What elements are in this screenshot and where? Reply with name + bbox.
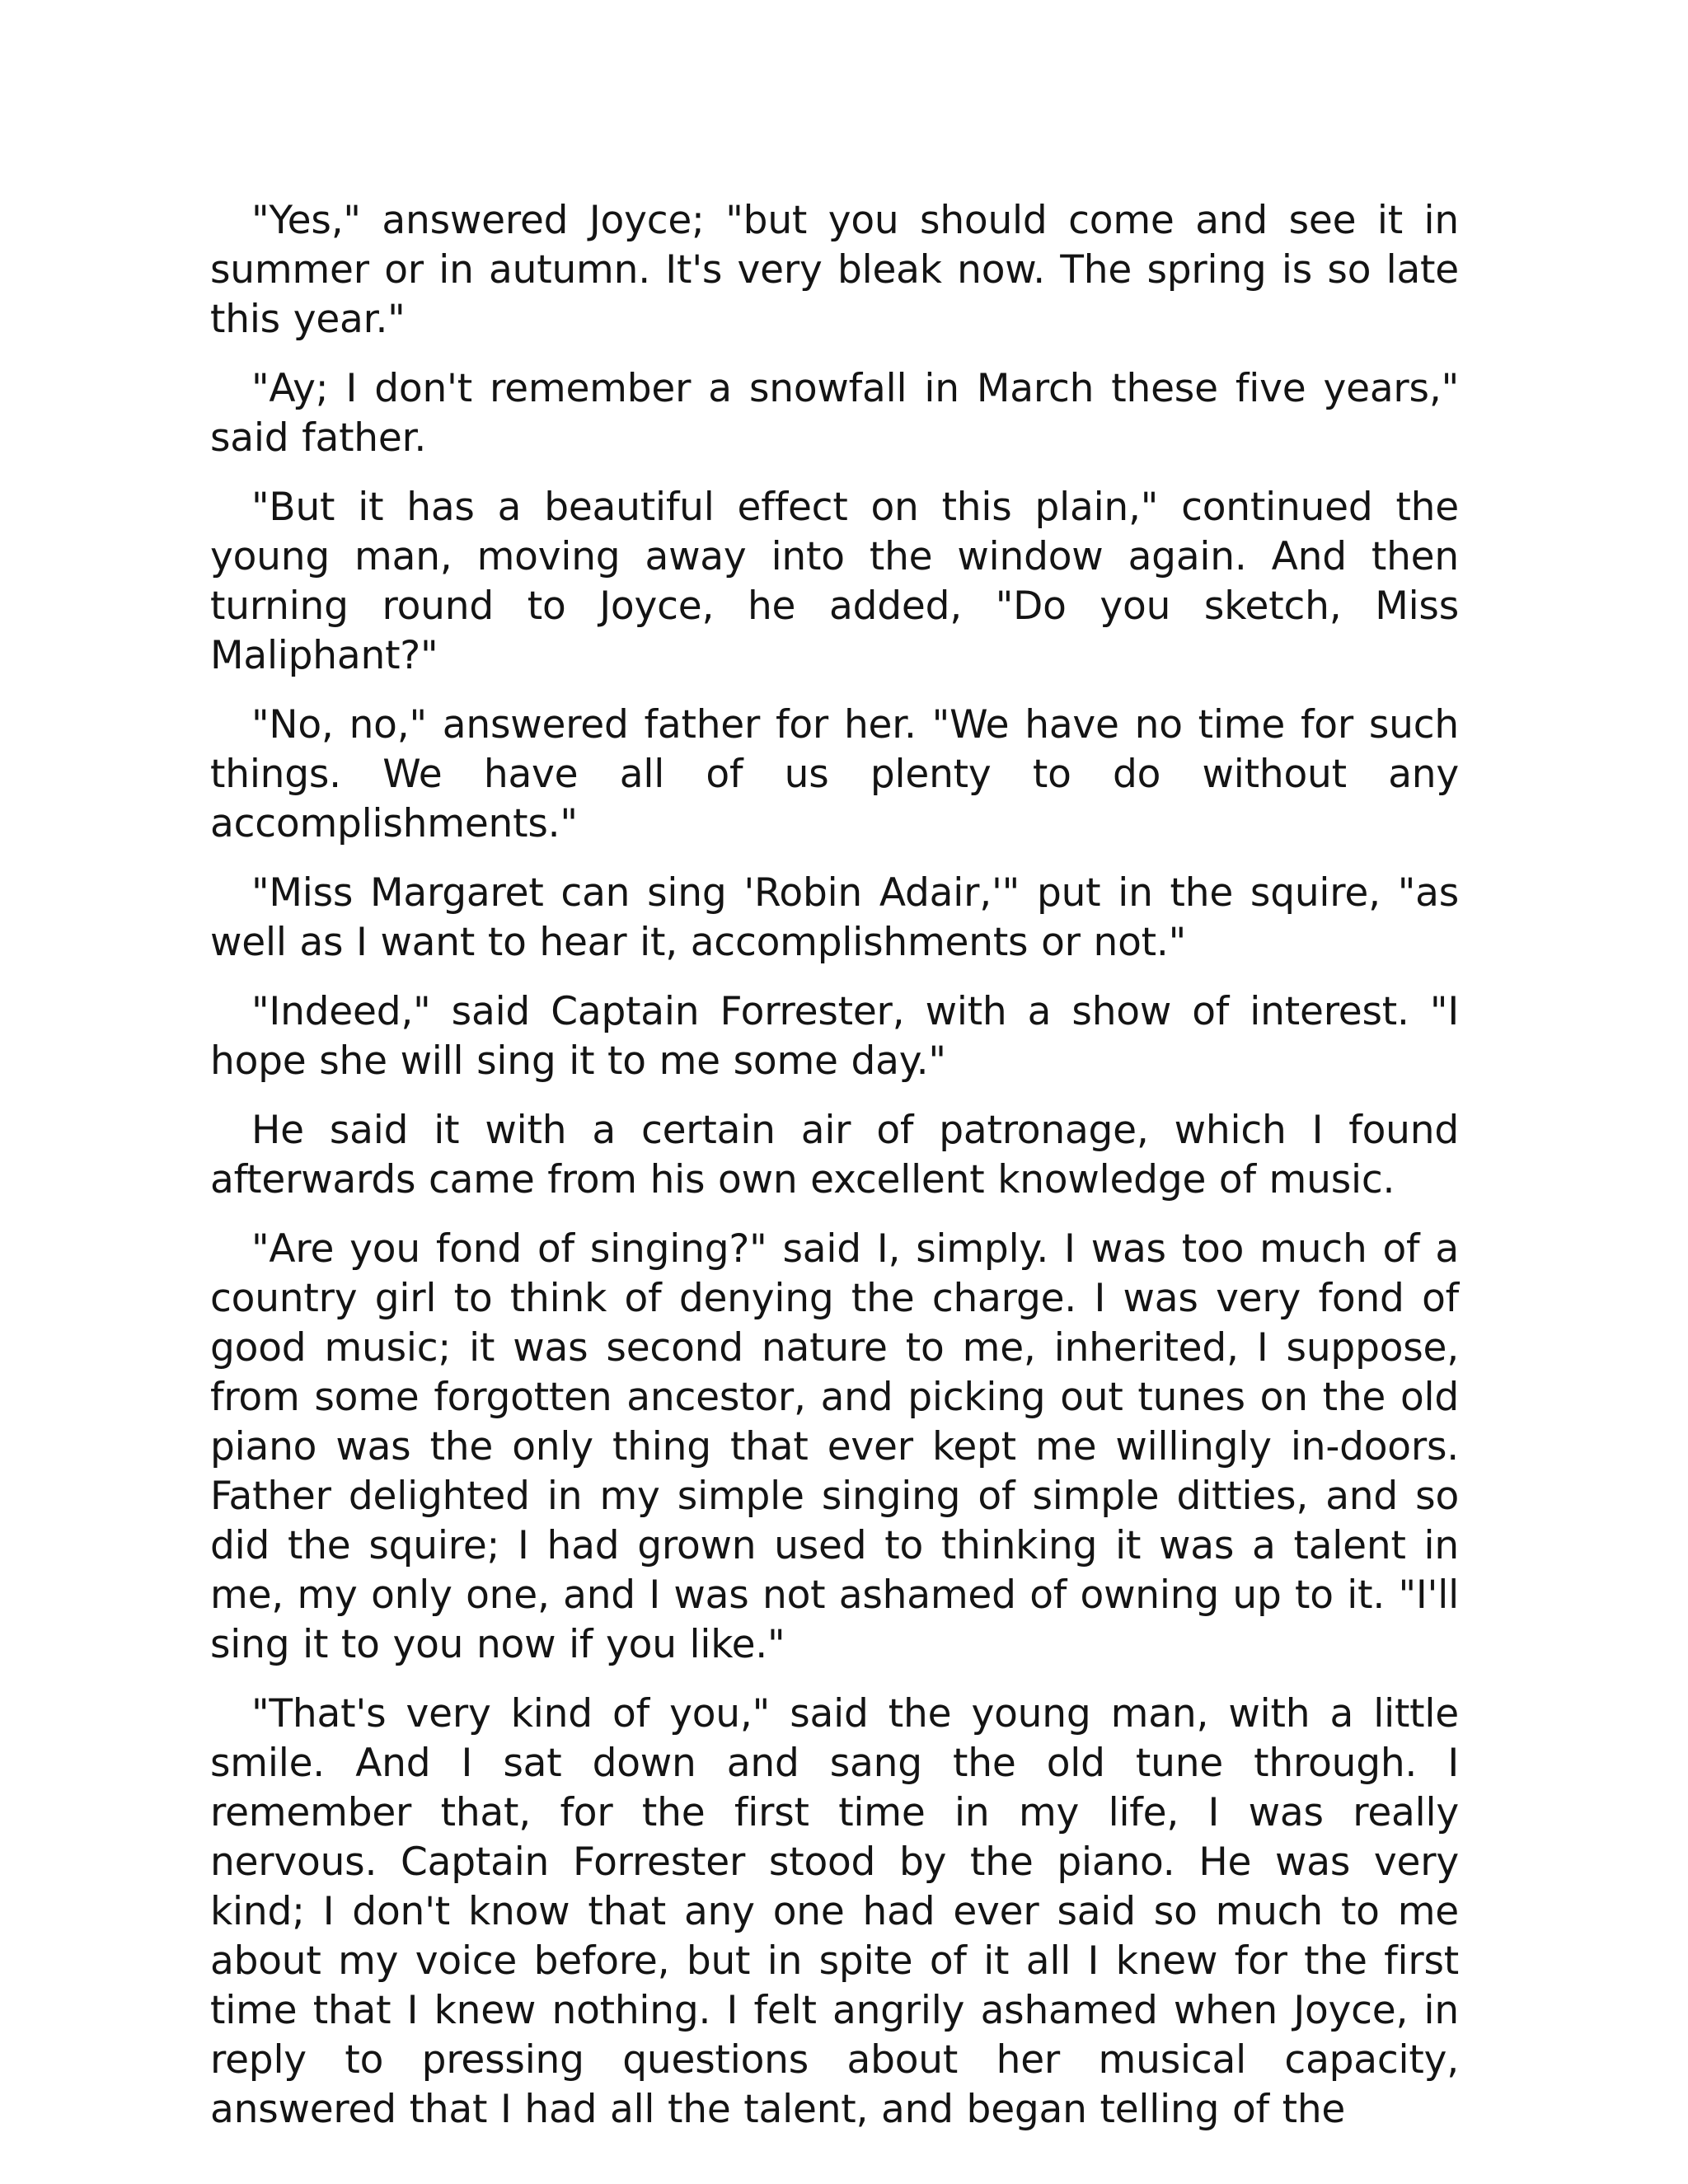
paragraph: "No, no," answered father for her. "We have no time for such things. We have all of us plenty to do without any accomplishments.": [210, 702, 1459, 846]
paragraph: "Ay; I don't remember a snowfall in March these five years," said father.: [210, 366, 1459, 461]
paragraph: "Are you fond of singing?" said I, simply. I was too much of a country girl to think of denying the charge. I was very fond of good music; it was second nature to me, inherited, I suppose, from some forgotten ancestor, and picking out tunes on the old piano was the only thing that ever kept me willingly in-doors. Father delighted in my simple singing of simple ditties, and so did the squire; I had grown used to thinking it was a talent in me, my only one, and I was not ashamed of owning up to it. "I'll sing it to you now if you like.": [210, 1226, 1459, 1667]
book-page: [210, 196, 1459, 2154]
paragraph: He said it with a certain air of patronage, which I found afterwards came from his own excellent knowledge of music.: [210, 1108, 1459, 1202]
paragraph: "But it has a beautiful effect on this plain," continued the young man, moving away into the window again. And then turning round to Joyce, he added, "Do you sketch, Miss Maliphant?": [210, 485, 1459, 678]
paragraph: "That's very kind of you," said the young man, with a little smile. And I sat down and sang the old tune through. I remember that, for the first time in my life, I was really nervous. Captain Forrester stood by the piano. He was very kind; I don't know that any one had ever said so much to me about my voice before, but in spite of it all I knew for the first time that I knew nothing. I felt angrily ashamed when Joyce, in reply to pressing questions about her musical capacity, answered that I had all the talent, and began telling of the: [210, 1691, 1459, 2132]
paragraph: "Miss Margaret can sing 'Robin Adair,'" put in the squire, "as well as I want to hear it, accomplishments or not.": [210, 870, 1459, 965]
paragraph: "Indeed," said Captain Forrester, with a show of interest. "I hope she will sing it to me some day.": [210, 989, 1459, 1084]
paragraph: "Yes," answered Joyce; "but you should come and see it in summer or in autumn. It's very bleak now. The spring is so late this year.": [210, 198, 1459, 342]
